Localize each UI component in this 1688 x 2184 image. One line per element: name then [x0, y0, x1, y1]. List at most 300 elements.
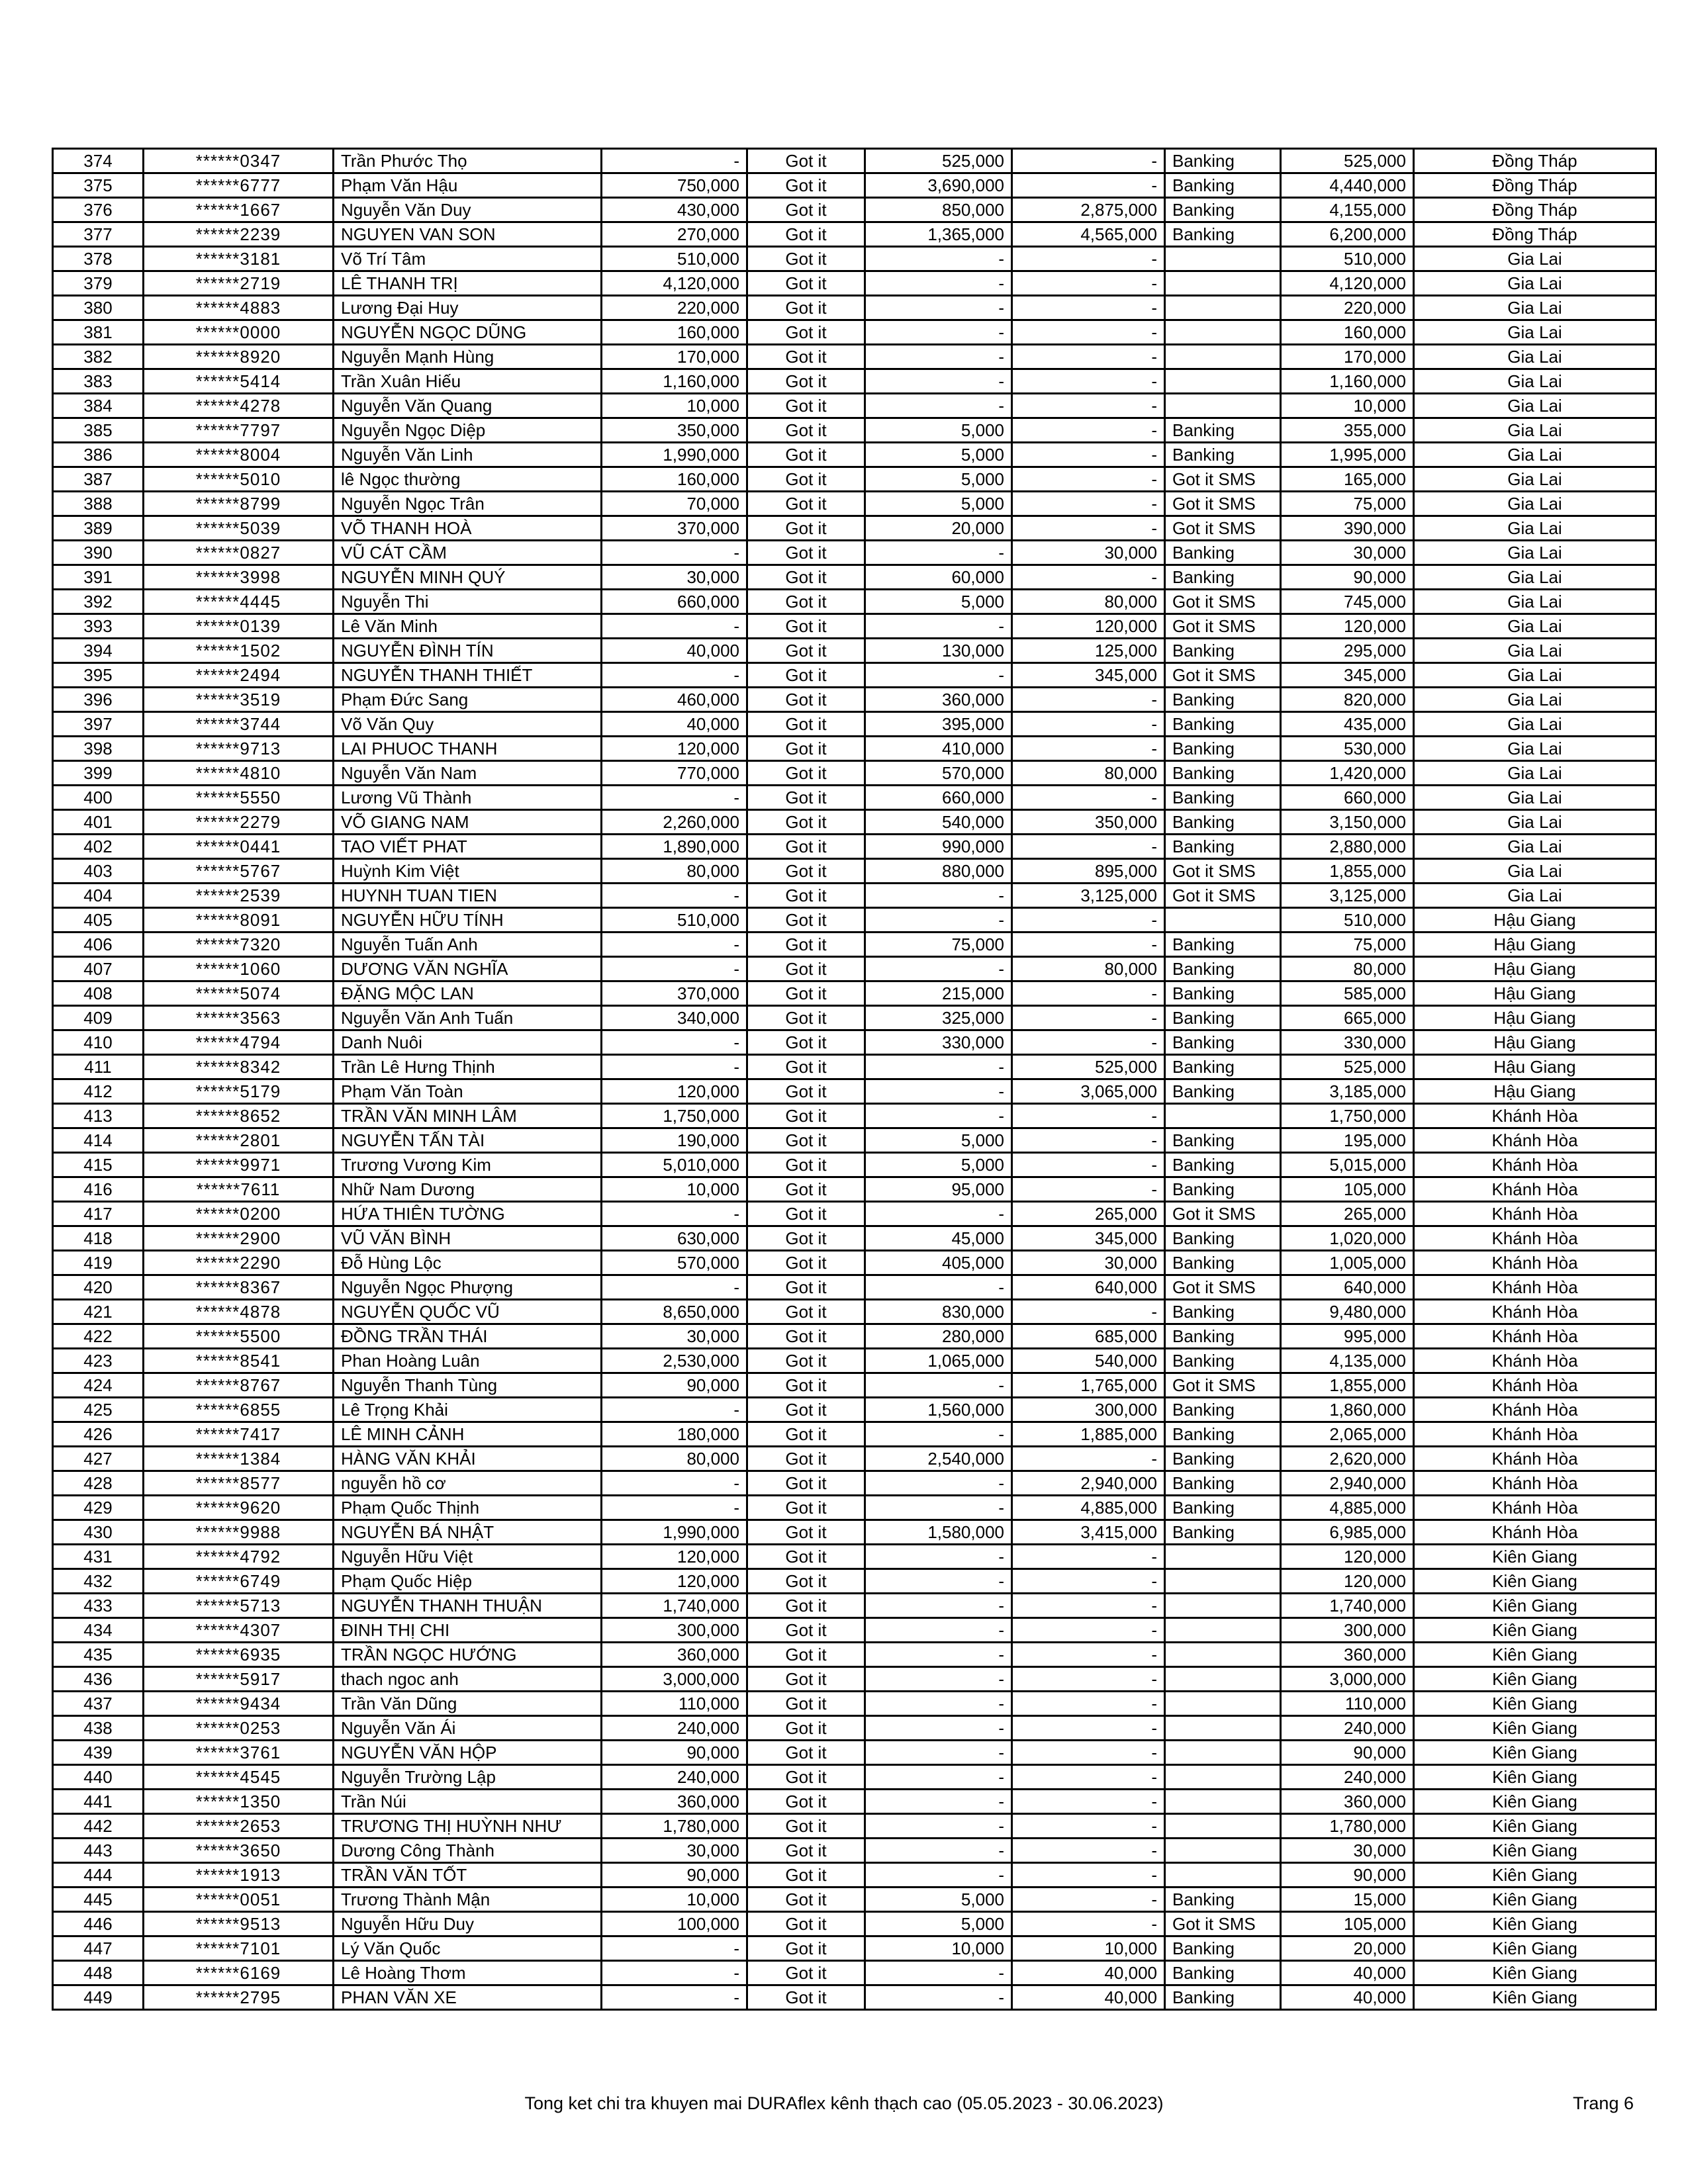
cell-province: Gia Lai — [1414, 761, 1656, 786]
cell-confirm-status: Got it — [747, 394, 865, 418]
table-row — [53, 467, 1656, 492]
table-row — [53, 222, 1656, 247]
cell-payment-method: Banking — [1165, 737, 1281, 761]
cell-payment-method: Banking — [1165, 149, 1281, 173]
cell-province: Kiên Giang — [1414, 1765, 1656, 1790]
cell-stt: 448 — [53, 1961, 144, 1985]
cell-total-amount: 20,000 — [1281, 1936, 1414, 1961]
cell-amount-1: - — [602, 149, 747, 173]
cell-stt: 438 — [53, 1716, 144, 1741]
cell-total-amount: 1,860,000 — [1281, 1398, 1414, 1422]
cell-masked-phone: ******5039 — [144, 516, 334, 541]
cell-confirm-status: Got it — [747, 957, 865, 981]
table-row — [53, 1153, 1656, 1177]
cell-payment-method: Banking — [1165, 1398, 1281, 1422]
cell-stt: 386 — [53, 443, 144, 467]
cell-amount-2: - — [865, 614, 1012, 639]
cell-masked-phone: ******2494 — [144, 663, 334, 688]
cell-stt: 418 — [53, 1226, 144, 1251]
table-row — [53, 1373, 1656, 1398]
cell-confirm-status: Got it — [747, 1300, 865, 1324]
cell-province: Hậu Giang — [1414, 908, 1656, 933]
cell-total-amount: 110,000 — [1281, 1692, 1414, 1716]
cell-stt: 445 — [53, 1888, 144, 1912]
cell-province: Gia Lai — [1414, 590, 1656, 614]
cell-customer-name: TRẦN VĂN TỐT — [334, 1863, 602, 1888]
cell-province: Gia Lai — [1414, 467, 1656, 492]
cell-confirm-status: Got it — [747, 1030, 865, 1055]
cell-amount-3: - — [1012, 1153, 1165, 1177]
cell-stt: 389 — [53, 516, 144, 541]
cell-amount-2: 570,000 — [865, 761, 1012, 786]
cell-total-amount: 1,160,000 — [1281, 369, 1414, 394]
cell-total-amount: 820,000 — [1281, 688, 1414, 712]
cell-amount-1: 70,000 — [602, 492, 747, 516]
cell-amount-1: 1,160,000 — [602, 369, 747, 394]
cell-amount-2: - — [865, 884, 1012, 908]
cell-amount-2: 5,000 — [865, 590, 1012, 614]
cell-masked-phone: ******4792 — [144, 1545, 334, 1569]
cell-payment-method: Banking — [1165, 835, 1281, 859]
cell-customer-name: NGUYỄN MINH QUÝ — [334, 565, 602, 590]
cell-amount-3: - — [1012, 516, 1165, 541]
cell-amount-2: 395,000 — [865, 712, 1012, 737]
cell-stt: 376 — [53, 198, 144, 222]
cell-amount-3: - — [1012, 1128, 1165, 1153]
cell-total-amount: 220,000 — [1281, 296, 1414, 320]
cell-confirm-status: Got it — [747, 443, 865, 467]
cell-province: Khánh Hòa — [1414, 1324, 1656, 1349]
cell-amount-2: - — [865, 1985, 1012, 2010]
cell-payment-method: Banking — [1165, 810, 1281, 835]
cell-masked-phone: ******6749 — [144, 1569, 334, 1594]
cell-amount-3: - — [1012, 565, 1165, 590]
cell-masked-phone: ******2900 — [144, 1226, 334, 1251]
cell-amount-1: 630,000 — [602, 1226, 747, 1251]
table-row — [53, 1814, 1656, 1839]
table-row — [53, 1006, 1656, 1030]
cell-amount-1: 1,740,000 — [602, 1594, 747, 1618]
cell-amount-2: 1,065,000 — [865, 1349, 1012, 1373]
cell-amount-2: - — [865, 1275, 1012, 1300]
cell-confirm-status: Got it — [747, 639, 865, 663]
cell-amount-1: 1,750,000 — [602, 1104, 747, 1128]
cell-stt: 406 — [53, 933, 144, 957]
cell-province: Kiên Giang — [1414, 1814, 1656, 1839]
cell-confirm-status: Got it — [747, 320, 865, 345]
cell-amount-3: - — [1012, 1888, 1165, 1912]
cell-province: Gia Lai — [1414, 369, 1656, 394]
cell-confirm-status: Got it — [747, 859, 865, 884]
cell-total-amount: 105,000 — [1281, 1912, 1414, 1936]
table-row — [53, 418, 1656, 443]
cell-confirm-status: Got it — [747, 1594, 865, 1618]
table-row — [53, 1496, 1656, 1520]
cell-amount-2: 5,000 — [865, 418, 1012, 443]
cell-amount-3: 80,000 — [1012, 957, 1165, 981]
cell-stt: 420 — [53, 1275, 144, 1300]
cell-customer-name: HỨA THIÊN TƯỜNG — [334, 1202, 602, 1226]
cell-confirm-status: Got it — [747, 173, 865, 198]
cell-payment-method: Banking — [1165, 761, 1281, 786]
cell-masked-phone: ******0200 — [144, 1202, 334, 1226]
cell-stt: 395 — [53, 663, 144, 688]
cell-masked-phone: ******2653 — [144, 1814, 334, 1839]
cell-stt: 434 — [53, 1618, 144, 1643]
cell-amount-3: - — [1012, 1667, 1165, 1692]
cell-amount-2: 215,000 — [865, 981, 1012, 1006]
table-row — [53, 1618, 1656, 1643]
cell-total-amount: 665,000 — [1281, 1006, 1414, 1030]
cell-province: Kiên Giang — [1414, 1985, 1656, 2010]
cell-customer-name: nguyễn hồ cơ — [334, 1471, 602, 1496]
cell-amount-3: - — [1012, 271, 1165, 296]
cell-stt: 403 — [53, 859, 144, 884]
cell-payment-method: Got it SMS — [1165, 1373, 1281, 1398]
cell-amount-1: - — [602, 1275, 747, 1300]
cell-customer-name: NGUYỄN NGỌC DŨNG — [334, 320, 602, 345]
cell-masked-phone: ******9713 — [144, 737, 334, 761]
cell-customer-name: Phạm Văn Hậu — [334, 173, 602, 198]
cell-masked-phone: ******5500 — [144, 1324, 334, 1349]
cell-amount-2: 20,000 — [865, 516, 1012, 541]
cell-confirm-status: Got it — [747, 1520, 865, 1545]
cell-amount-3: 4,885,000 — [1012, 1496, 1165, 1520]
cell-stt: 442 — [53, 1814, 144, 1839]
table-body — [53, 149, 1656, 2010]
cell-masked-phone: ******8577 — [144, 1471, 334, 1496]
cell-amount-2: - — [865, 345, 1012, 369]
cell-customer-name: Nguyễn Thi — [334, 590, 602, 614]
cell-province: Gia Lai — [1414, 271, 1656, 296]
cell-payment-method — [1165, 1643, 1281, 1667]
cell-amount-2: - — [865, 1545, 1012, 1569]
cell-confirm-status: Got it — [747, 1667, 865, 1692]
cell-payment-method: Banking — [1165, 198, 1281, 222]
table-row — [53, 1863, 1656, 1888]
cell-customer-name: VŨ VĂN BÌNH — [334, 1226, 602, 1251]
cell-amount-1: 170,000 — [602, 345, 747, 369]
cell-amount-1: 10,000 — [602, 394, 747, 418]
cell-amount-3: - — [1012, 394, 1165, 418]
cell-masked-phone: ******4545 — [144, 1765, 334, 1790]
cell-amount-2: - — [865, 1594, 1012, 1618]
cell-total-amount: 300,000 — [1281, 1618, 1414, 1643]
cell-amount-3: 895,000 — [1012, 859, 1165, 884]
cell-masked-phone: ******6855 — [144, 1398, 334, 1422]
cell-amount-3: - — [1012, 1716, 1165, 1741]
table-row — [53, 149, 1656, 173]
cell-province: Kiên Giang — [1414, 1839, 1656, 1863]
cell-amount-1: 1,990,000 — [602, 443, 747, 467]
cell-province: Kiên Giang — [1414, 1888, 1656, 1912]
cell-stt: 378 — [53, 247, 144, 271]
cell-amount-2: - — [865, 1692, 1012, 1716]
cell-payment-method — [1165, 1104, 1281, 1128]
cell-customer-name: NGUYỄN BÁ NHẬT — [334, 1520, 602, 1545]
cell-customer-name: VŨ CÁT CẦM — [334, 541, 602, 565]
cell-masked-phone: ******0253 — [144, 1716, 334, 1741]
cell-stt: 396 — [53, 688, 144, 712]
cell-customer-name: NGUYEN VAN SON — [334, 222, 602, 247]
cell-amount-3: 345,000 — [1012, 663, 1165, 688]
cell-payment-method — [1165, 1765, 1281, 1790]
cell-customer-name: Nguyễn Thanh Tùng — [334, 1373, 602, 1398]
cell-masked-phone: ******5713 — [144, 1594, 334, 1618]
cell-customer-name: NGUYỄN HỮU TÍNH — [334, 908, 602, 933]
cell-province: Gia Lai — [1414, 565, 1656, 590]
cell-province: Kiên Giang — [1414, 1912, 1656, 1936]
cell-stt: 383 — [53, 369, 144, 394]
cell-customer-name: DƯƠNG VĂN NGHĨA — [334, 957, 602, 981]
cell-customer-name: Nguyễn Văn Duy — [334, 198, 602, 222]
cell-customer-name: NGUYỄN ĐÌNH TÍN — [334, 639, 602, 663]
cell-amount-3: - — [1012, 1177, 1165, 1202]
cell-confirm-status: Got it — [747, 1936, 865, 1961]
cell-customer-name: TRẦN NGỌC HƯỚNG — [334, 1643, 602, 1667]
cell-amount-3: - — [1012, 1692, 1165, 1716]
cell-amount-3: - — [1012, 688, 1165, 712]
cell-stt: 432 — [53, 1569, 144, 1594]
cell-amount-1: 160,000 — [602, 320, 747, 345]
cell-amount-1: 350,000 — [602, 418, 747, 443]
cell-amount-1: - — [602, 1202, 747, 1226]
cell-customer-name: thach ngoc anh — [334, 1667, 602, 1692]
cell-amount-2: - — [865, 1618, 1012, 1643]
cell-amount-3: - — [1012, 1643, 1165, 1667]
table-row — [53, 1128, 1656, 1153]
cell-amount-3: 4,565,000 — [1012, 222, 1165, 247]
cell-masked-phone: ******1384 — [144, 1447, 334, 1471]
cell-amount-2: 1,560,000 — [865, 1398, 1012, 1422]
cell-amount-2: 280,000 — [865, 1324, 1012, 1349]
cell-masked-phone: ******7320 — [144, 933, 334, 957]
table-row — [53, 810, 1656, 835]
cell-total-amount: 9,480,000 — [1281, 1300, 1414, 1324]
cell-stt: 439 — [53, 1741, 144, 1765]
cell-stt: 391 — [53, 565, 144, 590]
cell-amount-2: 405,000 — [865, 1251, 1012, 1275]
table-row — [53, 590, 1656, 614]
cell-amount-3: - — [1012, 296, 1165, 320]
cell-customer-name: LÊ MINH CẢNH — [334, 1422, 602, 1447]
cell-stt: 388 — [53, 492, 144, 516]
table-row — [53, 247, 1656, 271]
cell-province: Kiên Giang — [1414, 1961, 1656, 1985]
cell-amount-2: - — [865, 1643, 1012, 1667]
cell-masked-phone: ******0000 — [144, 320, 334, 345]
cell-amount-2: - — [865, 1839, 1012, 1863]
cell-total-amount: 3,185,000 — [1281, 1079, 1414, 1104]
cell-customer-name: Đỗ Hùng Lộc — [334, 1251, 602, 1275]
footer-page-number: Trang 6 — [1572, 2093, 1634, 2113]
table-row — [53, 320, 1656, 345]
cell-confirm-status: Got it — [747, 1985, 865, 2010]
cell-confirm-status: Got it — [747, 1839, 865, 1863]
cell-province: Kiên Giang — [1414, 1667, 1656, 1692]
cell-payment-method: Banking — [1165, 981, 1281, 1006]
cell-customer-name: Huỳnh Kim Việt — [334, 859, 602, 884]
cell-amount-3: 80,000 — [1012, 761, 1165, 786]
cell-stt: 424 — [53, 1373, 144, 1398]
cell-payment-method — [1165, 1618, 1281, 1643]
cell-customer-name: Nguyễn Văn Linh — [334, 443, 602, 467]
cell-amount-2: - — [865, 1765, 1012, 1790]
cell-amount-2: - — [865, 1814, 1012, 1839]
cell-payment-method — [1165, 1790, 1281, 1814]
cell-total-amount: 195,000 — [1281, 1128, 1414, 1153]
cell-amount-2: 525,000 — [865, 149, 1012, 173]
cell-customer-name: Lương Đại Huy — [334, 296, 602, 320]
cell-masked-phone: ******1502 — [144, 639, 334, 663]
cell-masked-phone: ******9988 — [144, 1520, 334, 1545]
cell-amount-2: - — [865, 1104, 1012, 1128]
cell-stt: 390 — [53, 541, 144, 565]
cell-customer-name: Trần Lê Hưng Thịnh — [334, 1055, 602, 1079]
cell-amount-2: 5,000 — [865, 492, 1012, 516]
cell-amount-3: 300,000 — [1012, 1398, 1165, 1422]
cell-customer-name: NGUYỄN THANH THUẬN — [334, 1594, 602, 1618]
cell-amount-2: 60,000 — [865, 565, 1012, 590]
cell-amount-3: - — [1012, 149, 1165, 173]
cell-amount-3: 345,000 — [1012, 1226, 1165, 1251]
cell-total-amount: 160,000 — [1281, 320, 1414, 345]
cell-province: Gia Lai — [1414, 712, 1656, 737]
cell-customer-name: Lý Văn Quốc — [334, 1936, 602, 1961]
cell-payment-method — [1165, 1839, 1281, 1863]
cell-customer-name: HUYNH TUAN TIEN — [334, 884, 602, 908]
cell-payment-method: Banking — [1165, 1888, 1281, 1912]
cell-customer-name: Nguyễn Ngọc Trân — [334, 492, 602, 516]
cell-province: Đồng Tháp — [1414, 198, 1656, 222]
table-row — [53, 957, 1656, 981]
cell-customer-name: Võ Trí Tâm — [334, 247, 602, 271]
cell-payment-method: Banking — [1165, 1471, 1281, 1496]
cell-province: Hậu Giang — [1414, 933, 1656, 957]
cell-payment-method — [1165, 1692, 1281, 1716]
cell-confirm-status: Got it — [747, 1373, 865, 1398]
cell-amount-1: 360,000 — [602, 1790, 747, 1814]
cell-amount-1: 510,000 — [602, 247, 747, 271]
cell-amount-3: 540,000 — [1012, 1349, 1165, 1373]
cell-customer-name: Trần Xuân Hiếu — [334, 369, 602, 394]
cell-payment-method: Banking — [1165, 1128, 1281, 1153]
cell-amount-3: - — [1012, 345, 1165, 369]
cell-total-amount: 40,000 — [1281, 1961, 1414, 1985]
cell-masked-phone: ******8541 — [144, 1349, 334, 1373]
cell-masked-phone: ******9513 — [144, 1912, 334, 1936]
cell-stt: 416 — [53, 1177, 144, 1202]
cell-confirm-status: Got it — [747, 786, 865, 810]
cell-stt: 398 — [53, 737, 144, 761]
cell-amount-1: 4,120,000 — [602, 271, 747, 296]
cell-masked-phone: ******3181 — [144, 247, 334, 271]
cell-total-amount: 4,135,000 — [1281, 1349, 1414, 1373]
cell-stt: 429 — [53, 1496, 144, 1520]
cell-stt: 415 — [53, 1153, 144, 1177]
cell-confirm-status: Got it — [747, 1569, 865, 1594]
cell-amount-1: - — [602, 786, 747, 810]
table-row — [53, 1520, 1656, 1545]
cell-amount-3: 3,415,000 — [1012, 1520, 1165, 1545]
cell-total-amount: 1,780,000 — [1281, 1814, 1414, 1839]
cell-confirm-status: Got it — [747, 1814, 865, 1839]
cell-amount-3: 685,000 — [1012, 1324, 1165, 1349]
cell-province: Gia Lai — [1414, 320, 1656, 345]
cell-customer-name: NGUYỄN TẤN TÀI — [334, 1128, 602, 1153]
cell-total-amount: 5,015,000 — [1281, 1153, 1414, 1177]
cell-amount-1: 240,000 — [602, 1765, 747, 1790]
cell-confirm-status: Got it — [747, 810, 865, 835]
cell-amount-3: 30,000 — [1012, 541, 1165, 565]
cell-confirm-status: Got it — [747, 516, 865, 541]
cell-total-amount: 295,000 — [1281, 639, 1414, 663]
cell-stt: 409 — [53, 1006, 144, 1030]
cell-customer-name: Phan Hoàng Luân — [334, 1349, 602, 1373]
cell-payment-method: Banking — [1165, 1079, 1281, 1104]
cell-amount-1: 1,990,000 — [602, 1520, 747, 1545]
table-row — [53, 394, 1656, 418]
table-row — [53, 663, 1656, 688]
table-row — [53, 1594, 1656, 1618]
cell-amount-2: 2,540,000 — [865, 1447, 1012, 1471]
cell-total-amount: 1,740,000 — [1281, 1594, 1414, 1618]
cell-amount-1: 220,000 — [602, 296, 747, 320]
cell-amount-2: 830,000 — [865, 1300, 1012, 1324]
cell-amount-1: 460,000 — [602, 688, 747, 712]
cell-province: Gia Lai — [1414, 492, 1656, 516]
cell-masked-phone: ******7101 — [144, 1936, 334, 1961]
cell-province: Khánh Hòa — [1414, 1422, 1656, 1447]
cell-province: Gia Lai — [1414, 345, 1656, 369]
cell-province: Gia Lai — [1414, 296, 1656, 320]
cell-amount-1: 5,010,000 — [602, 1153, 747, 1177]
cell-stt: 431 — [53, 1545, 144, 1569]
cell-payment-method: Got it SMS — [1165, 663, 1281, 688]
cell-confirm-status: Got it — [747, 1079, 865, 1104]
cell-amount-2: - — [865, 908, 1012, 933]
cell-confirm-status: Got it — [747, 1692, 865, 1716]
cell-confirm-status: Got it — [747, 908, 865, 933]
cell-amount-3: 3,125,000 — [1012, 884, 1165, 908]
cell-amount-3: - — [1012, 1839, 1165, 1863]
cell-payment-method: Banking — [1165, 1006, 1281, 1030]
table-row — [53, 1055, 1656, 1079]
cell-amount-2: 5,000 — [865, 1153, 1012, 1177]
cell-province: Hậu Giang — [1414, 1030, 1656, 1055]
table-row — [53, 173, 1656, 198]
cell-confirm-status: Got it — [747, 1251, 865, 1275]
cell-total-amount: 4,155,000 — [1281, 198, 1414, 222]
table-row — [53, 565, 1656, 590]
cell-amount-1: - — [602, 1936, 747, 1961]
cell-total-amount: 4,120,000 — [1281, 271, 1414, 296]
table-row — [53, 761, 1656, 786]
table-row — [53, 1545, 1656, 1569]
cell-total-amount: 390,000 — [1281, 516, 1414, 541]
cell-amount-1: 40,000 — [602, 639, 747, 663]
cell-payment-method: Got it SMS — [1165, 590, 1281, 614]
cell-province: Khánh Hòa — [1414, 1153, 1656, 1177]
cell-stt: 441 — [53, 1790, 144, 1814]
cell-total-amount: 165,000 — [1281, 467, 1414, 492]
cell-stt: 411 — [53, 1055, 144, 1079]
cell-province: Kiên Giang — [1414, 1936, 1656, 1961]
cell-confirm-status: Got it — [747, 247, 865, 271]
cell-province: Gia Lai — [1414, 835, 1656, 859]
cell-payment-method: Banking — [1165, 688, 1281, 712]
cell-masked-phone: ******3650 — [144, 1839, 334, 1863]
